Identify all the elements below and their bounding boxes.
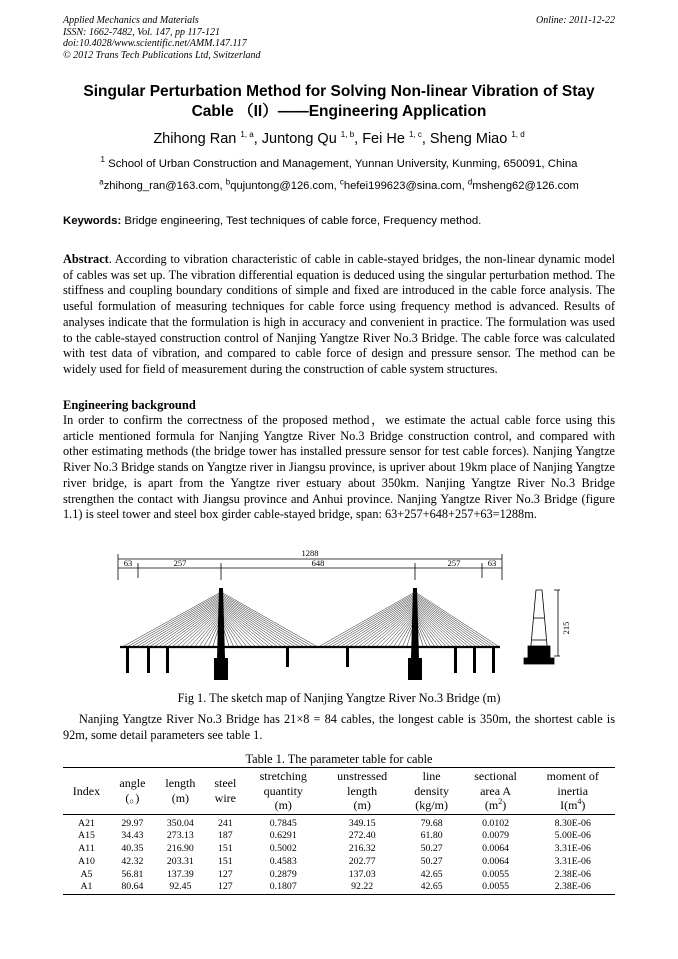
table-header-cell: Index <box>72 783 101 798</box>
table-cell: 216.90 <box>166 843 194 855</box>
table-cell: 0.2879 <box>269 868 297 880</box>
stay-cable <box>355 603 415 646</box>
tower-height-label: 215 <box>561 621 571 635</box>
table-cell: 50.27 <box>420 843 443 855</box>
table-header-cell: steel wire <box>214 776 237 805</box>
stay-cable <box>377 610 415 646</box>
email-address: zhihong_ran@163.com <box>103 180 220 192</box>
dim-span-1: 63 <box>123 558 133 568</box>
table-cell: 5.00E-06 <box>554 830 591 842</box>
author-name: Fei He <box>362 131 405 147</box>
table-cell: 8.30E-06 <box>554 817 591 829</box>
table-cell: 40.35 <box>121 843 144 855</box>
table-cell: 0.0079 <box>482 830 510 842</box>
title-line-2: Cable （II）——Engineering Application <box>191 103 487 120</box>
table-header-cell: sectional area A $(m^2)$ <box>474 769 517 812</box>
author-affil-sup: 1, c <box>408 130 422 140</box>
bridge-sketch-figure <box>118 540 571 688</box>
table-cell: 42.32 <box>121 855 144 867</box>
table-cell: 216.32 <box>348 843 376 855</box>
table-cell: A1 <box>80 881 93 893</box>
table-cell: 137.39 <box>166 868 194 880</box>
abstract <box>63 252 615 378</box>
stay-cable <box>221 595 307 646</box>
copyright-line: © 2012 Trans Tech Publications Ltd, Switzerland <box>63 49 261 61</box>
cable-parameter-table <box>63 767 615 895</box>
stay-cable <box>221 613 251 646</box>
table-row <box>63 881 615 894</box>
table-cell: A5 <box>80 868 93 880</box>
piers <box>126 647 495 673</box>
stay-cable <box>151 600 221 646</box>
keywords <box>63 215 615 227</box>
table-body <box>63 814 615 895</box>
table-cell: 241 <box>217 817 233 829</box>
table-cell: A15 <box>78 830 95 842</box>
table-cell: 151 <box>217 843 233 855</box>
stay-cable <box>186 612 221 646</box>
keywords-label: Keywords: <box>63 215 122 227</box>
dim-total: 1288 <box>301 548 319 558</box>
title-line-1: Singular Perturbation Method for Solving Non-linear Vibration of Stay <box>83 83 595 100</box>
table-cell: 273.13 <box>166 830 194 842</box>
dim-span-2: 257 <box>173 558 187 568</box>
table-cell: 0.0055 <box>482 881 510 893</box>
table-cell: 203.31 <box>166 855 194 867</box>
email-list: $^a$zhihong_ran@163.com, $^b$qujuntong@126.com, $^c$hefei199623@sina.com, $^d$msheng62@126.com <box>99 177 579 192</box>
cable-fans <box>124 592 498 646</box>
figure-caption: Fig 1. The sketch map of Nanjing Yangtze River No.3 Bridge (m) <box>177 691 501 705</box>
abstract-text: . According to vibration characteristic of cable in cable-stayed bridges, the non-linear dynamic model of cables was set up. The vibration differential equation is deduced using the singular perturbation method. The stiffness and coupling boundary conditions of simple and fixed are introduced in the cable force analysis. The useful formulation of measuring techniques for cable force using frequency method is advanced. Results of analyses indicate that the formulation is high in accuracy and convenient in practice. The formulation was used to the cable-stayed construction control of Nanjing Yangtze River No.3 Bridge. The cable force was calculated with test data of vibration, and compared to cable force of design and pressure sensor. The method can be widely used for field of measurement during the construction of cable system structures. <box>63 252 615 376</box>
paper-title <box>60 82 618 122</box>
table-cell: 272.40 <box>348 830 376 842</box>
table-header-cell: unstressed length (m) <box>337 769 388 812</box>
table-row <box>63 830 615 843</box>
author-affil-sup: 1, b <box>340 130 355 140</box>
stay-cable <box>221 600 290 646</box>
table-header-cell: length (m) <box>165 776 196 805</box>
stay-cable <box>415 603 468 646</box>
table-cell: 0.7845 <box>269 817 297 829</box>
stay-cable <box>415 610 449 646</box>
stay-cable <box>221 612 255 646</box>
dim-span-3: 648 <box>311 558 325 568</box>
stay-cable <box>160 603 221 646</box>
table-header-cell: stretching quantity (m) <box>259 769 307 812</box>
table-cell: A21 <box>78 817 95 829</box>
dim-span-5: 63 <box>487 558 497 568</box>
table-cell: 3.31E-06 <box>554 843 591 855</box>
table-header-cell: line density (kg/m) <box>414 769 449 812</box>
affiliation <box>60 155 618 170</box>
author-list: Zhihong Ran $^{1, a}$, Juntong Qu $^{1, b}$, Fei He $^{1, c}$, Sheng Miao $^{1, d}$ <box>153 130 525 147</box>
table-cell: 2.38E-06 <box>554 868 591 880</box>
section-heading: Engineering background <box>63 398 196 412</box>
table-cell: 34.43 <box>121 830 144 842</box>
table-cell: 42.65 <box>420 881 443 893</box>
issn-line: ISSN: 1662-7482, Vol. 147, pp 117-121 <box>63 26 221 38</box>
author-affil-sup: 1, a <box>240 130 254 140</box>
table-cell: 127 <box>217 881 233 893</box>
stay-cable <box>221 610 259 646</box>
table-row <box>63 856 615 869</box>
table-cell: 0.0055 <box>482 868 510 880</box>
table-cell: 187 <box>217 830 233 842</box>
table-cell: 0.0064 <box>482 855 510 867</box>
stay-cable <box>133 595 221 646</box>
email-sup: a <box>99 177 104 187</box>
online-date: Online: 2011-12-22 <box>536 15 615 26</box>
stay-cable <box>415 602 472 646</box>
author-affil-sup: 1, d <box>511 130 525 140</box>
table-cell: 50.27 <box>420 855 443 867</box>
table-cell: 42.65 <box>420 868 443 880</box>
table-caption: Table 1. The parameter table for cable <box>245 752 433 766</box>
stay-cable <box>381 612 415 646</box>
table-cell: 350.04 <box>166 817 194 829</box>
table-header-row <box>63 768 615 815</box>
table-cell: 79.68 <box>420 817 443 829</box>
author-name: Sheng Miao <box>429 131 508 147</box>
table-cell: 29.97 <box>121 817 144 829</box>
stay-cable <box>329 595 415 646</box>
affiliation-text: School of Urban Construction and Management, Yunnan University, Kunming, 650091, China <box>108 158 578 170</box>
stay-cable <box>221 598 299 646</box>
journal-name: Applied Mechanics and Materials <box>63 15 199 26</box>
table-cell: 92.22 <box>351 881 374 893</box>
table-header-cell: moment of inertia $I(m^4)$ <box>546 769 599 812</box>
table-cell: A11 <box>78 843 95 855</box>
table-row <box>63 814 615 830</box>
stay-cable <box>385 613 415 646</box>
email-sup: d <box>467 177 473 187</box>
dim-span-4: 257 <box>447 558 461 568</box>
table-cell: 3.31E-06 <box>554 855 591 867</box>
stay-cable <box>337 598 415 646</box>
doi-line: doi:10.4028/www.scientific.net/AMM.147.117 <box>63 38 247 50</box>
background-paragraph: In order to confirm the correctness of the proposed method，we estimate the actual cable force using this article mentioned formula for Nanjing Yangtze River No.3 Bridge construction control, and compared with other estimating methods (the bridge tower has installed pressure sensor for test cable forces). Nanjing Yangtze River No.3 Bridge stands on Yangtze river in Jiangsu province, is upriver about 19km place of Nanjing Yangtze river bridge, is apart from the Yangtze river estuary about 350km. Nanjing Yangtze River No.3 Bridge strengthen the contact with Jiangsu province and Anhui province. Nanjing Yangtze River No.3 Bridge (figure 1.1) is steel tower and steel box girder cable-stayed bridge, span: 63+257+648+257+63=1288m. <box>63 413 615 522</box>
author-name: Zhihong Ran <box>153 131 237 147</box>
pylons <box>214 588 422 680</box>
email-address: msheng62@126.com <box>472 180 579 192</box>
table-cell: A10 <box>78 855 95 867</box>
table-cell: 0.4583 <box>269 855 297 867</box>
stay-cable <box>221 603 281 646</box>
table-cell: 56.81 <box>121 868 144 880</box>
table-cell: 127 <box>217 868 233 880</box>
keywords-text: Bridge engineering, Test techniques of cable force, Frequency method. <box>124 215 482 227</box>
author-name: Juntong Qu <box>261 131 337 147</box>
table-cell: 0.0064 <box>482 843 510 855</box>
table-cell: 0.6291 <box>269 830 297 842</box>
stay-cable <box>191 613 221 646</box>
table-cell: 80.64 <box>121 881 144 893</box>
affiliation-sup: 1 <box>100 155 105 165</box>
email-address: hefei199623@sina.com <box>343 180 462 192</box>
table-cell: 137.03 <box>348 868 376 880</box>
table-cell: 349.15 <box>348 817 376 829</box>
table-cell: 61.80 <box>420 830 443 842</box>
table-cell: 202.77 <box>348 855 376 867</box>
table-cell: 151 <box>217 855 233 867</box>
stay-cable <box>346 600 415 646</box>
stay-cable <box>182 610 221 646</box>
stay-cable <box>415 596 487 646</box>
stay-cable <box>415 600 476 646</box>
table-row <box>63 843 615 856</box>
table-cell: 2.38E-06 <box>554 881 591 893</box>
email-address: qujuntong@126.com <box>230 180 334 192</box>
table-cell: 0.5002 <box>269 843 297 855</box>
table-cell: 0.0102 <box>482 817 510 829</box>
tower-elevation <box>524 590 560 664</box>
cable-summary-paragraph: Nanjing Yangtze River No.3 Bridge has 21×8 = 84 cables, the longest cable is 350m, the shortest cable is 92m, some detail parameters see table 1. <box>63 712 615 742</box>
table-cell: 92.45 <box>169 881 192 893</box>
email-sup: b <box>225 177 231 187</box>
stay-cable <box>142 598 221 646</box>
table-header-cell: angle (。) <box>119 776 146 805</box>
journal-header <box>63 15 261 61</box>
table-cell: 0.1807 <box>269 881 297 893</box>
abstract-label: Abstract <box>63 252 109 266</box>
table-row <box>63 869 615 882</box>
email-sup: c <box>339 177 344 187</box>
